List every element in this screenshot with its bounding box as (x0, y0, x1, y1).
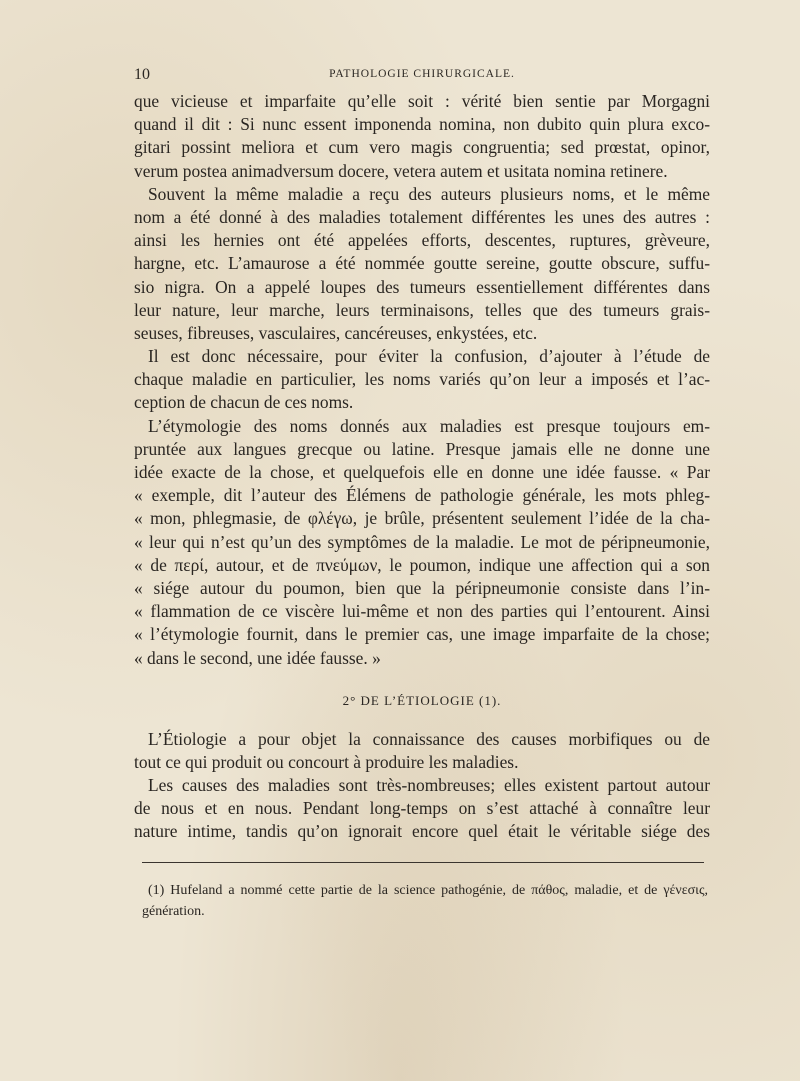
text-line: « leur qui n’est qu’un des symptômes de la maladie. Le mot de péripneumonie, (134, 531, 710, 552)
text-line: que vicieuse et imparfaite qu’elle soit : vérité bien sentie par Morgagni (134, 91, 710, 111)
main-text (134, 90, 710, 844)
footnote-rule (142, 862, 704, 863)
text-line: hargne, etc. L’amaurose a été nommée goutte sereine, goutte obscure, suffu- (134, 253, 710, 274)
text-line: « l’étymologie fournit, dans le premier cas, une image imparfaite de la chose; (134, 624, 710, 645)
text-line: leur nature, leur marche, leurs terminaisons, telles que des tumeurs grais- (134, 299, 710, 320)
text-line: « mon, phlegmasie, de φλέγω, je brûle, présentent seulement l’idée de la cha- (134, 508, 710, 529)
text-line: Il est donc nécessaire, pour éviter la confusion, d’ajouter à l’étude de (148, 346, 710, 367)
text-line: « flammation de ce viscère lui-même et non des parties qui l’entourent. Ainsi (134, 601, 710, 622)
text-line: chaque maladie en particulier, les noms variés qu’on leur a imposés et l’ac- (134, 369, 710, 390)
text-line: tout ce qui produit ou concourt à produire les maladies. (134, 751, 519, 772)
text-line: nature intime, tandis qu’on ignorait encore quel était le véritable siége des (134, 821, 710, 842)
text-line: verum postea animadversum docere, vetera autem et usitata nomina retinere. (134, 160, 668, 181)
text-line: seuses, fibreuses, vasculaires, cancéreuses, enkystées, etc. (134, 322, 538, 343)
running-title: PATHOLOGIE CHIRURGICALE. (329, 68, 515, 80)
text-line: L’Étiologie a pour objet la connaissance des causes morbifiques ou de (148, 728, 710, 749)
section-heading: 2° DE L’ÉTIOLOGIE (1). (342, 692, 502, 708)
text-line: « de περί, autour, et de πνεύμων, le poumon, indique une affection qui a son (134, 554, 710, 575)
text-line: « dans le second, une idée fausse. » (134, 647, 381, 668)
footnote-line: génération. (142, 904, 205, 919)
text-line: idée exacte de la chose, et quelquefois elle en donne une idée fausse. « Par (134, 462, 710, 482)
text-line: « exemple, dit l’auteur des Élémens de pathologie générale, les mots phleg- (134, 485, 710, 506)
page-number: 10 (134, 66, 150, 83)
text-line: L’étymologie des noms donnés aux maladies est presque toujours em- (148, 415, 710, 436)
text-line: « siége autour du poumon, bien que la péripneumonie consiste dans l’in- (134, 577, 710, 598)
text-line: pruntée aux langues grecque ou latine. Presque jamais elle ne donne une (134, 438, 710, 459)
running-head (134, 66, 710, 86)
text-line: Souvent la même maladie a reçu des auteurs plusieurs noms, et le même (148, 183, 710, 204)
footnote (142, 880, 708, 922)
text-line: Les causes des maladies sont très-nombreuses; elles existent partout autour (148, 775, 710, 796)
text-line: gitari possint meliora et cum vero magis congruentia; sed prœstat, opinor, (134, 137, 710, 158)
footnote-line: (1) Hufeland a nommé cette partie de la science pathogénie, de πάθος, maladie, et de γένεσις, (148, 883, 708, 898)
text-line: sio nigra. On a appelé loupes des tumeurs essentiellement différentes dans (134, 276, 710, 297)
text-line: ainsi les hernies ont été appelées efforts, descentes, ruptures, grèveure, (134, 230, 710, 251)
text-line: quand il dit : Si nunc essent imponenda nomina, non dubito quin plura exco- (134, 114, 710, 135)
text-line: ception de chacun de ces noms. (134, 392, 354, 413)
text-line: nom a été donné à des maladies totalement différentes les unes des autres : (134, 206, 710, 227)
text-line: de nous et en nous. Pendant long-temps on s’est attaché à connaître leur (134, 798, 710, 819)
